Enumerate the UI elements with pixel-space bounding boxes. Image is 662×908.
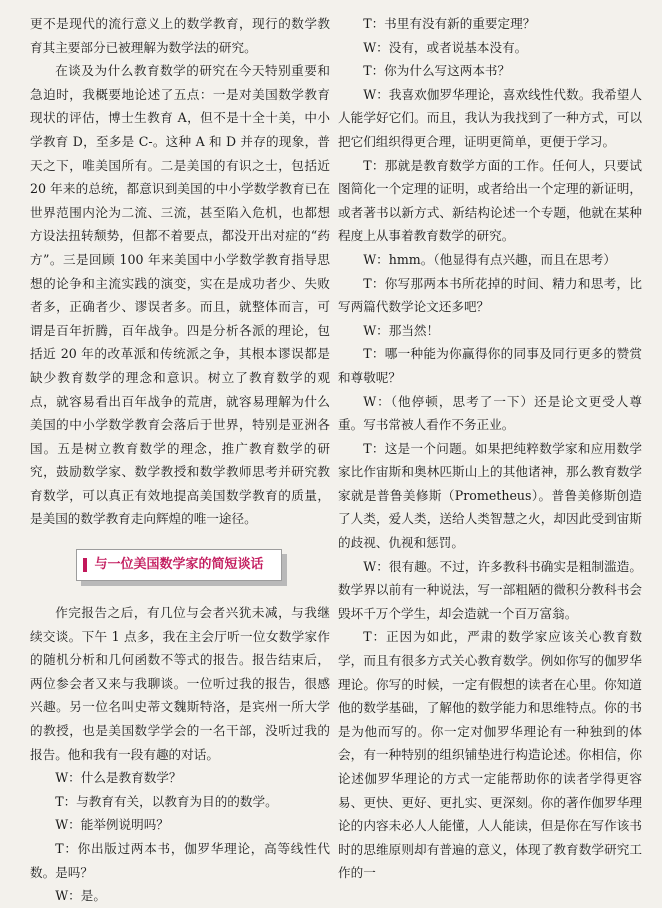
dialogue-line: T：那就是教育数学方面的工作。任何人，只要试图简化一个定理的证明，或者给出一个定理的新证明，或者著书以新方式、新结构论述一个专题，他就在某种程度上从事着教育数学的研究。: [338, 157, 642, 244]
dialogue-line: W：那当然！: [363, 322, 440, 338]
section-heading-wrap: [30, 533, 330, 601]
dialogue-line: T：与教育有关，以教育为目的的数学。: [55, 793, 278, 809]
dialogue-line: T：这是一个问题。如果把纯粹数学家和应用数学家比作宙斯和奥林匹斯山上的其他诸神，那么教育数学家就是普鲁美修斯（Prometheus）。普鲁美修斯创造了人类，爱人类，送给人类智慧之火，却因此受到宙斯的歧视、仇视和惩罚。: [338, 440, 642, 551]
dialogue-line: W：没有，或者说基本没有。: [363, 39, 528, 55]
paragraph-after-report: 作完报告之后，有几位与会者兴犹未减，与我继续交谈。下午 1 点多，我在主会厅听一位女数学家作的随机分析和几何函数不等式的报告。报告结束后，两位参会者又来与我聊谈。一位听过我的报告，很感兴趣。另一位名叫史蒂文魏斯特洛，是宾州一所大学的教授，也是美国数学学会的一名干部，没听过我的报告。他和我有一段有趣的对话。: [30, 605, 330, 762]
dialogue-line: W：我喜欢伽罗华理论，喜欢线性代数。我希望人人能学好它们。而且，我认为我找到了一种方式，可以把它们组织得更合理，证明更简单，更便于学习。: [338, 86, 642, 149]
dialogue-line: T：哪一种能为你赢得你的同事及同行更多的赞赏和尊敬呢？: [338, 346, 642, 385]
dialogue-line: W：（他停顿，思考了一下）还是论文更受人尊重。写书常被人看作不务正业。: [338, 393, 642, 433]
dialogue-line: T：书里有没有新的重要定理？: [363, 16, 536, 31]
paragraph-five-points: 在谈及为什么教育数学的研究在今天特别重要和急迫时，我概要地论述了五点：一是对美国数学教育现状的评估，博士生教育 A，但不是十全十美，中小学教育 D，至多是 C-。这种 A 和 D 并存的现象，普天之下，唯美国所有。二是美国的有识之士，包括近 20 年来的总统，都意识到美国的中小学数学教育已在世界范围内沦为二流、三流，甚至陷入危机，也都想方设法扭转颓势，但都不着要点，都没开出对症的“药方”。三是回顾 100 年来美国中小学数学教育指导思想的论争和主流实践的演变，实在是成功者少、失败者多，正确者少、谬误者多。而且，就整体而言，可谓是百年折腾，百年战争。四是分析各派的理论，包括近 20 年的改革派和传统派之争，其根本谬误都是缺少教育数学的理念和意识。树立了教育数学的观点，就容易看出百年战争的荒唐，就容易理解为什么美国的中小学数学教育会落后于世界，特别是亚洲各国。五是树立教育数学的理念，推广教育数学的研究，鼓励数学家、数学教授和数学教师思考并研究教育数学，可以真正有效地提高美国数学教育的质量，是美国的数学教育走向辉煌的唯一途径。: [30, 63, 330, 527]
right-column: [338, 12, 642, 885]
section-heading: 与一位美国数学家的简短谈话: [94, 557, 264, 573]
section-heading-box: [76, 549, 282, 581]
left-column: [30, 12, 330, 908]
dialogue-line: T：你出版过两本书，伽罗华理论，高等线性代数。是吗？: [30, 841, 330, 880]
heading-accent-bar: [83, 558, 87, 572]
dialogue-line: W：能举例说明吗？: [55, 817, 169, 833]
dialogue-line: T：你为什么写这两本书？: [363, 63, 511, 79]
dialogue-line: T：正因为如此，严肃的数学家应该关心教育数学，而且有很多方式关心教育数学。例如你写的伽罗华理论。你写的时候，一定有假想的读者在心里。你知道他的数学基础，了解他的数学能力和思维特点。你的书是为他而写的。你一定对伽罗华理论有一种独到的体会，有一种特别的组织铺垫进行构造论述。你相信，你论述伽罗华理论的方式一定能帮助你的读者学得更容易、更快、更好、更扎实、更深刻。你的著作伽罗华理论的内容未必人人能懂，人人能读，但是你在写作该书时的思维原则却有普遍的意义，体现了教育数学研究工作的一: [338, 629, 642, 881]
paragraph-intro: 更不是现代的流行意义上的数学教育，现行的数学教育其主要部分已被理解为数学法的研究。: [30, 16, 330, 55]
dialogue-line: W：很有趣。不过，许多教科书确实是粗制滥造。数学界以前有一种说法，写一部粗陋的微积分教科书会毁坏千万个学生，却会造就一个百万富翁。: [338, 558, 642, 621]
dialogue-line: W：hmm。（他显得有点兴趣，而且在思考）: [363, 251, 616, 267]
dialogue-line: W：什么是教育数学？: [55, 770, 182, 786]
dialogue-line: W：是。: [55, 888, 106, 904]
dialogue-line: T：你写那两本书所花掉的时间、精力和思考，比写两篇代数学论文还多吧？: [338, 275, 642, 315]
